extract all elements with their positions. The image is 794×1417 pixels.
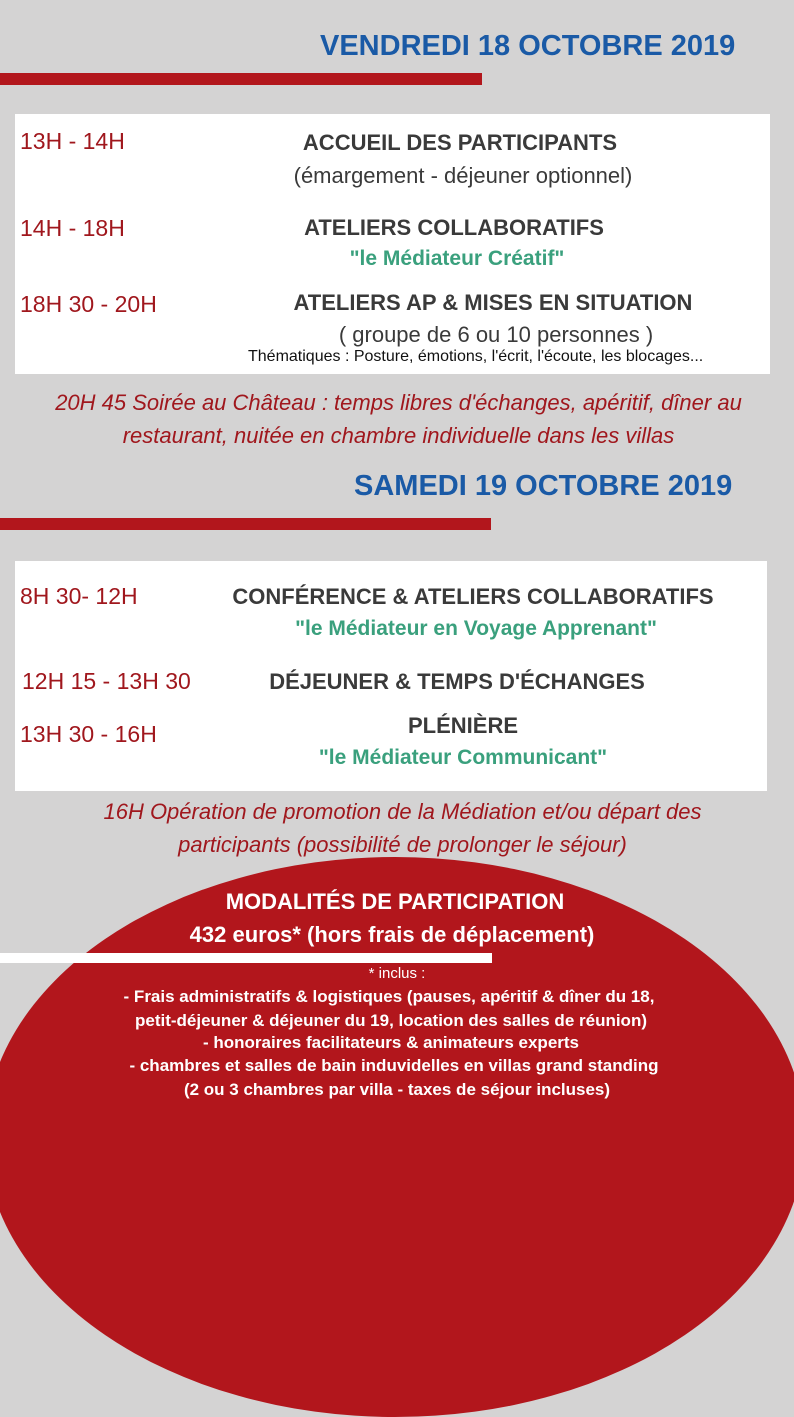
participation-item-5: (2 ou 3 chambres par villa - taxes de séjour incluses) xyxy=(183,1080,611,1099)
friday-tagline-2: "le Médiateur Créatif" xyxy=(349,247,565,270)
participation-divider xyxy=(0,953,492,963)
participation-item-4: - chambres et salles de bain induvidelles en villas grand standing xyxy=(129,1056,659,1075)
saturday-tagline-3: "le Médiateur Communicant" xyxy=(318,746,608,769)
saturday-tagline-1: "le Médiateur en Voyage Apprenant" xyxy=(295,617,657,640)
saturday-closing-line-1: 16H Opération de promotion de la Médiation et/ou départ des xyxy=(103,799,702,824)
friday-detail-3: ( groupe de 6 ou 10 personnes ) xyxy=(338,322,654,347)
saturday-activity-2: DÉJEUNER & TEMPS D'ÉCHANGES xyxy=(269,669,645,694)
friday-evening-note xyxy=(0,386,794,452)
friday-time-1: 13H - 14H xyxy=(20,128,125,154)
saturday-activity-3: PLÉNIÈRE xyxy=(407,713,519,738)
friday-time-2: 14H - 18H xyxy=(20,215,125,241)
participation-included-label: * inclus : xyxy=(368,965,426,982)
participation-item-3: - honoraires facilitateurs & animateurs experts xyxy=(202,1033,580,1052)
participation-item-2: petit-déjeuner & déjeuner du 19, location des salles de réunion) xyxy=(134,1011,647,1030)
participation-title: MODALITÉS DE PARTICIPATION xyxy=(225,889,565,914)
friday-activity-3: ATELIERS AP & MISES EN SITUATION xyxy=(293,290,693,315)
saturday-time-3: 13H 30 - 16H xyxy=(20,721,157,747)
friday-detail-1: (émargement - déjeuner optionnel) xyxy=(293,163,633,188)
friday-evening-line-1: 20H 45 Soirée au Château : temps libres d'échanges, apéritif, dîner au xyxy=(55,390,742,415)
friday-divider xyxy=(0,73,482,85)
participation-price: 432 euros* (hors frais de déplacement) xyxy=(189,922,595,947)
saturday-divider xyxy=(0,518,491,530)
friday-time-3: 18H 30 - 20H xyxy=(20,291,157,317)
friday-activity-1: ACCUEIL DES PARTICIPANTS xyxy=(302,130,618,155)
saturday-time-1: 8H 30- 12H xyxy=(20,583,138,609)
saturday-closing-line-2: participants (possibilité de prolonger le séjour) xyxy=(178,832,627,857)
saturday-title: SAMEDI 19 OCTOBRE 2019 xyxy=(354,470,733,502)
friday-activity-2: ATELIERS COLLABORATIFS xyxy=(304,215,604,240)
friday-title: VENDREDI 18 OCTOBRE 2019 xyxy=(320,30,736,62)
saturday-time-2: 12H 15 - 13H 30 xyxy=(22,668,191,694)
friday-evening-line-2: restaurant, nuitée en chambre individuelle dans les villas xyxy=(122,423,675,448)
participation-item-1: - Frais administratifs & logistiques (pauses, apéritif & dîner du 18, xyxy=(123,987,655,1006)
saturday-closing-note xyxy=(0,795,794,861)
saturday-activity-1: CONFÉRENCE & ATELIERS COLLABORATIFS xyxy=(232,584,714,609)
friday-themes: Thématiques : Posture, émotions, l'écrit, l'écoute, les blocages... xyxy=(248,348,704,365)
